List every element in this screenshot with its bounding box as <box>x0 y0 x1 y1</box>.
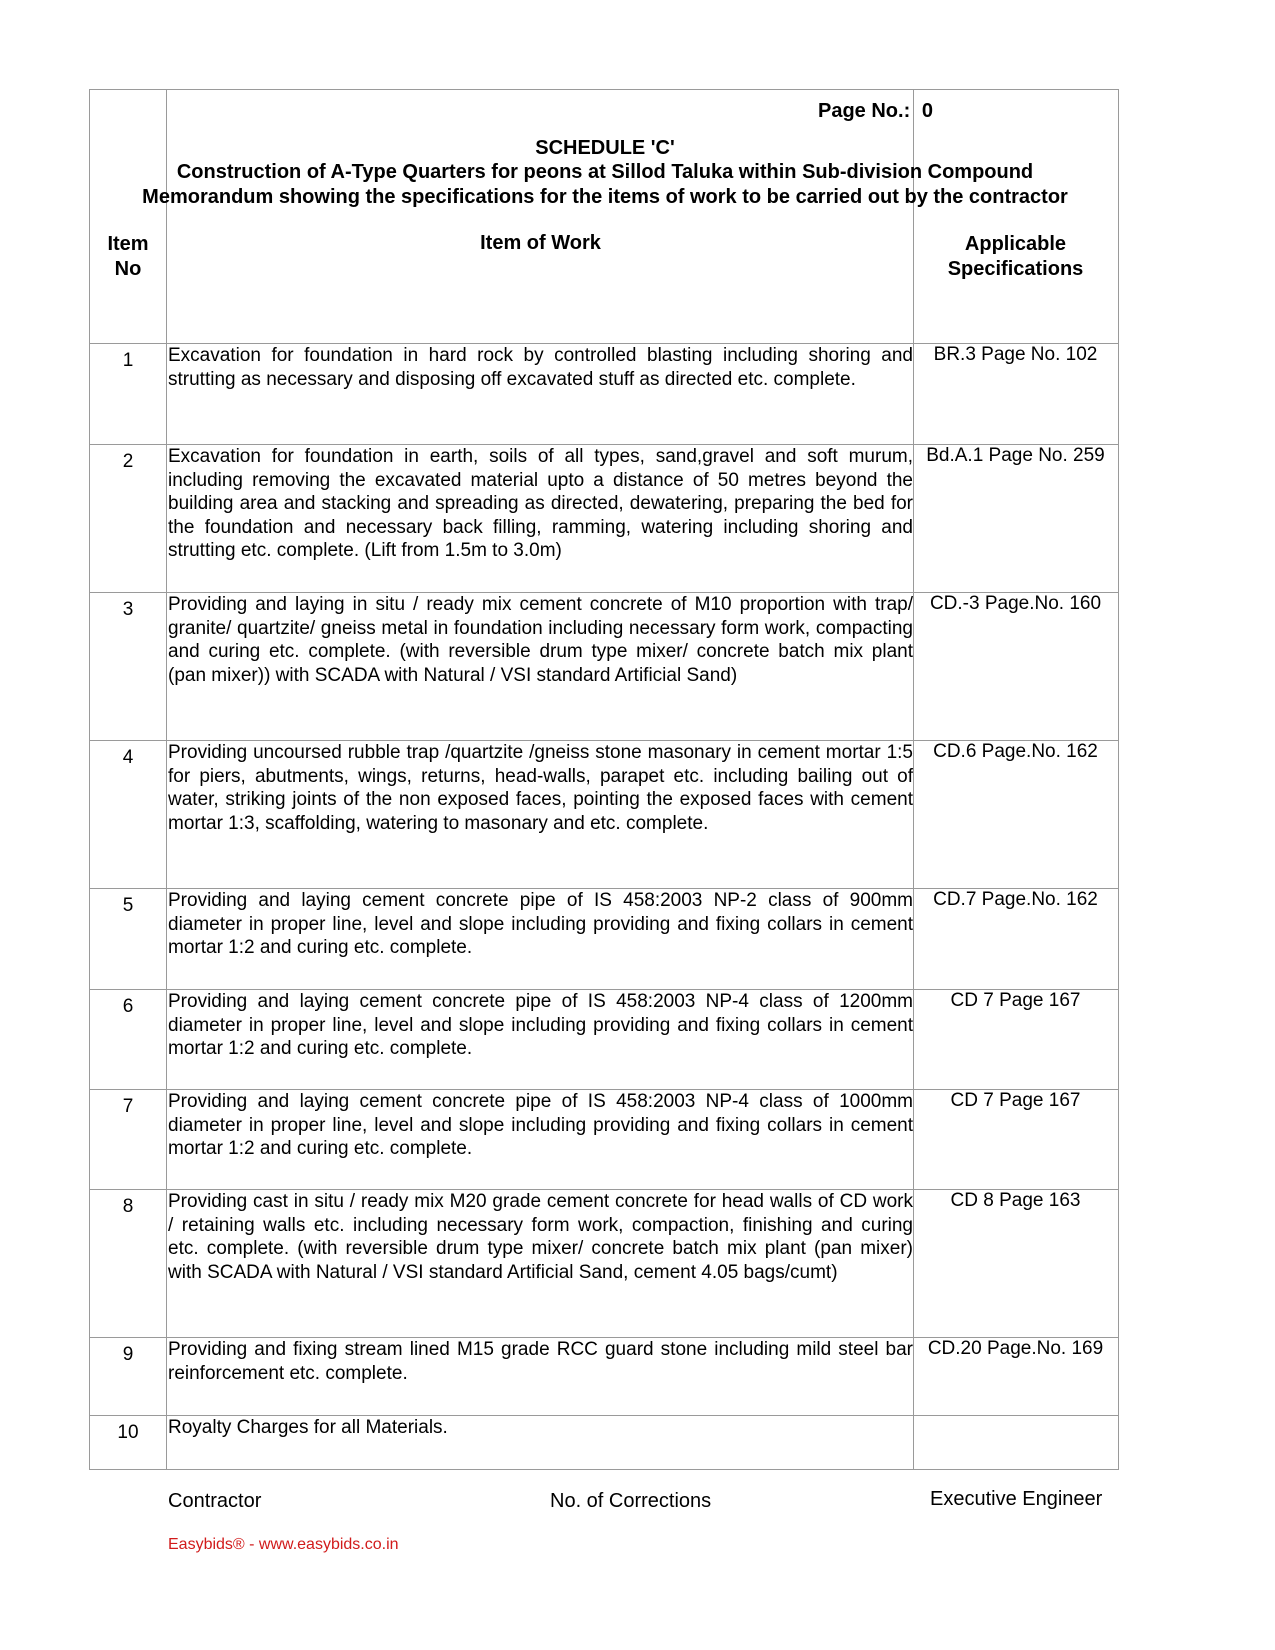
item-spec: CD 7 Page 167 <box>950 990 1081 1011</box>
corrections-label: No. of Corrections <box>550 1490 712 1512</box>
page-number-value: 0 <box>921 100 933 122</box>
item-no: 6 <box>122 996 134 1017</box>
executive-engineer-label: Executive Engineer <box>930 1488 1103 1510</box>
item-spec: CD.-3 Page.No. 160 <box>929 593 1102 614</box>
item-no: 7 <box>122 1096 134 1117</box>
col-header-item-of-work: Item of Work <box>480 232 601 254</box>
item-no: 4 <box>122 747 134 768</box>
item-work: Providing and laying cement concrete pipe of IS 458:2003 NP-4 class of 1200mm diameter in proper line, level and slope including providing and fixing collars in cement mortar 1:2 and curing etc. complete. <box>168 991 913 1059</box>
item-work: Providing cast in situ / ready mix M20 grade cement concrete for head walls of CD work / retaining walls etc. including necessary form work, compaction, finishing and curing etc. complete. (with reversible drum type mixer/ concrete batch mix plant (pan mixer) with SCADA with Natural / VSI standard Artificial Sand, cement 4.05 bags/cumt) <box>168 1191 913 1283</box>
item-work: Excavation for foundation in earth, soils of all types, sand,gravel and soft murum, including removing the excavated material upto a distance of 50 metres beyond the building area and stacking and spreading as directed, dewatering, preparing the bed for the foundation and necessary back filling, ramming, watering including shoring and strutting etc. complete. (Lift from 1.5m to 3.0m) <box>168 446 913 561</box>
item-no: 2 <box>122 451 134 472</box>
item-work: Providing and fixing stream lined M15 grade RCC guard stone including mild steel bar reinforcement etc. complete. <box>168 1339 913 1384</box>
item-spec: BR.3 Page No. 102 <box>933 344 1098 365</box>
col-header-item-no-line1: Item <box>107 233 149 255</box>
table-top-border <box>89 89 1119 90</box>
item-spec: CD.6 Page.No. 162 <box>933 741 1098 762</box>
col-header-spec-line1: Applicable <box>964 233 1067 255</box>
table-bottom-border <box>89 1469 1119 1470</box>
col-header-item-no <box>90 232 166 282</box>
item-spec: CD 8 Page 163 <box>950 1190 1081 1211</box>
item-spec: CD.20 Page.No. 169 <box>927 1338 1104 1359</box>
item-no: 9 <box>122 1344 134 1365</box>
col-divider-itemno <box>166 89 167 1470</box>
item-work: Royalty Charges for all Materials. <box>168 1417 448 1438</box>
col-header-item-no-line2: No <box>114 258 142 280</box>
project-title: Construction of A-Type Quarters for peons at Sillod Taluka within Sub-division Compound <box>176 161 1034 183</box>
item-no: 3 <box>122 599 134 620</box>
item-work: Providing and laying cement concrete pipe of IS 458:2003 NP-4 class of 1000mm diameter in proper line, level and slope including providing and fixing collars in cement mortar 1:2 and curing etc. complete. <box>168 1091 913 1159</box>
page-number-label: Page No.: <box>818 100 911 122</box>
item-no: 5 <box>122 895 134 916</box>
page-number <box>818 100 933 123</box>
schedule-title: SCHEDULE 'C' <box>535 137 675 159</box>
item-work: Providing and laying cement concrete pipe of IS 458:2003 NP-2 class of 900mm diameter in proper line, level and slope including providing and fixing collars in cement mortar 1:2 and curing etc. complete. <box>168 890 913 958</box>
easybids-brand-link[interactable]: Easybids® - www.easybids.co.in <box>168 1536 399 1553</box>
item-spec: Bd.A.1 Page No. 259 <box>926 445 1105 466</box>
item-no: 10 <box>117 1422 139 1443</box>
item-no: 1 <box>122 350 134 371</box>
item-work: Providing and laying in situ / ready mix cement concrete of M10 proportion with trap/ granite/ quartzite/ gneiss metal in foundation including necessary form work, compacting and curing etc. complete. (with reversible drum type mixer/ concrete batch mix plant (pan mixer)) with SCADA with Natural / VSI standard Artificial Sand) <box>168 594 913 686</box>
col-header-specifications <box>913 232 1118 282</box>
table-left-border <box>89 89 90 1470</box>
memorandum-line: Memorandum showing the specifications for the items of work to be carried out by the contractor <box>142 186 1068 208</box>
contractor-signature-label: Contractor <box>168 1490 262 1512</box>
item-work: Excavation for foundation in hard rock by controlled blasting including shoring and strutting as necessary and disposing off excavated stuff as directed etc. complete. <box>168 345 913 390</box>
table-right-border <box>1118 89 1119 1470</box>
col-divider-spec <box>913 89 914 1470</box>
item-spec: CD 7 Page 167 <box>950 1090 1081 1111</box>
item-work: Providing uncoursed rubble trap /quartzite /gneiss stone masonary in cement mortar 1:5 for piers, abutments, wings, returns, head-walls, parapet etc. including bailing out of water, striking joints of the non exposed faces, pointing the exposed faces with cement mortar 1:3, scaffolding, watering to masonary and etc. complete. <box>168 742 913 834</box>
item-no: 8 <box>122 1196 134 1217</box>
col-header-spec-line2: Specifications <box>947 258 1084 280</box>
item-spec: CD.7 Page.No. 162 <box>933 889 1098 910</box>
